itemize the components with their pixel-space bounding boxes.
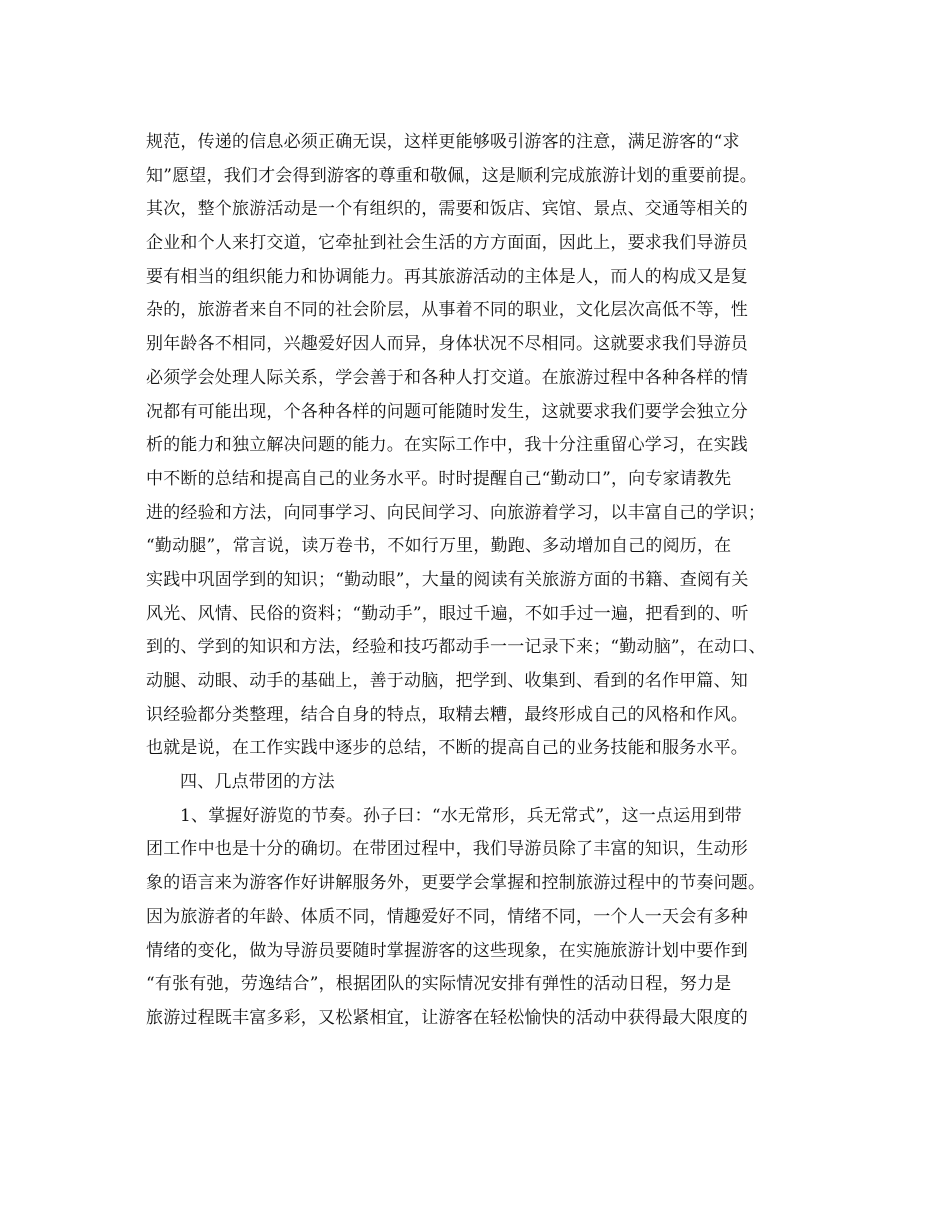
text-line: 旅游过程既丰富多彩，又松紧相宜，让游客在轻松愉快的活动中获得最大限度的 bbox=[146, 1007, 748, 1028]
paragraph-first-line: 四、几点带团的方法 bbox=[180, 772, 335, 793]
text-line: 风光、风情、民俗的资料；“勤动手”，眼过千遍，不如手过一遍，把看到的、听 bbox=[146, 603, 749, 624]
text-line: “有张有弛，劳逸结合”，根据团队的实际情况安排有弹性的活动日程，努力是 bbox=[146, 974, 732, 995]
text-line: 动腿、动眼、动手的基础上，善于动脑，把学到、收集到、看到的名作甲篇、知 bbox=[146, 671, 748, 691]
text-line: 杂的，旅游者来自不同的社会阶层，从事着不同的职业，文化层次高低不等，性 bbox=[146, 300, 748, 321]
text-line: 别年龄各不相同，兴趣爱好因人而异，身体状况不尽相同。这就要求我们导游员 bbox=[146, 334, 748, 355]
text-line: 必须学会处理人际关系，学会善于和各种人打交道。在旅游过程中各种各样的情 bbox=[146, 367, 748, 388]
document-body-text bbox=[146, 126, 826, 1036]
text-line: 况都有可能出现，个各种各样的问题可能随时发生，这就要求我们要学会独立分 bbox=[146, 401, 748, 422]
text-line: 规范，传递的信息必须正确无误，这样更能够吸引游客的注意，满足游客的“求 bbox=[146, 132, 740, 152]
text-line: 团工作中也是十分的确切。在带团过程中，我们导游员除了丰富的知识，生动形 bbox=[146, 839, 748, 860]
text-line: 中不断的总结和提高自己的业务水平。时时提醒自己“勤动口”，向专家请教先 bbox=[146, 468, 732, 489]
text-line: 也就是说，在工作实践中逐步的总结，不断的提高自己的业务技能和服务水平。 bbox=[146, 738, 748, 759]
paragraph-first-line: 1、掌握好游览的节奏。孙子曰：“水无常形，兵无常式”，这一点运用到带 bbox=[180, 805, 742, 826]
text-line: 进的经验和方法，向同事学习、向民间学习、向旅游着学习，以丰富自己的学识； bbox=[146, 502, 766, 523]
text-line: 因为旅游者的年龄、体质不同，情趣爱好不同，情绪不同，一个人一天会有多种 bbox=[146, 906, 748, 927]
text-line: 识经验都分类整理，结合自身的特点，取精去糟，最终形成自己的风格和作风。 bbox=[146, 704, 748, 725]
text-line: “勤动腿”，常言说，读万卷书，不如行万里，勤跑、多动增加自己的阅历，在 bbox=[146, 536, 732, 557]
text-line: 象的语言来为游客作好讲解服务外，更要学会掌握和控制旅游过程中的节奏问题。 bbox=[146, 873, 766, 894]
text-line: 析的能力和独立解决问题的能力。在实际工作中，我十分注重留心学习，在实践 bbox=[146, 435, 748, 456]
text-line: 情绪的变化，做为导游员要随时掌握游客的这些现象，在实施旅游计划中要作到 bbox=[146, 940, 748, 961]
text-line: 其次，整个旅游活动是一个有组织的，需要和饭店、宾馆、景点、交通等相关的 bbox=[146, 199, 748, 220]
text-line: 知”愿望，我们才会得到游客的尊重和敬佩，这是顺利完成旅游计划的重要前提。 bbox=[146, 165, 757, 186]
text-line: 企业和个人来打交道，它牵扯到社会生活的方方面面，因此上，要求我们导游员 bbox=[146, 233, 748, 254]
text-line: 到的、学到的知识和方法，经验和技巧都动手一一记录下来；“勤动脑”，在动口、 bbox=[146, 637, 766, 658]
text-line: 实践中巩固学到的知识；“勤动眼”，大量的阅读有关旅游方面的书籍、查阅有关 bbox=[146, 569, 749, 590]
text-line: 要有相当的组织能力和协调能力。再其旅游活动的主体是人，而人的构成又是复 bbox=[146, 266, 748, 287]
